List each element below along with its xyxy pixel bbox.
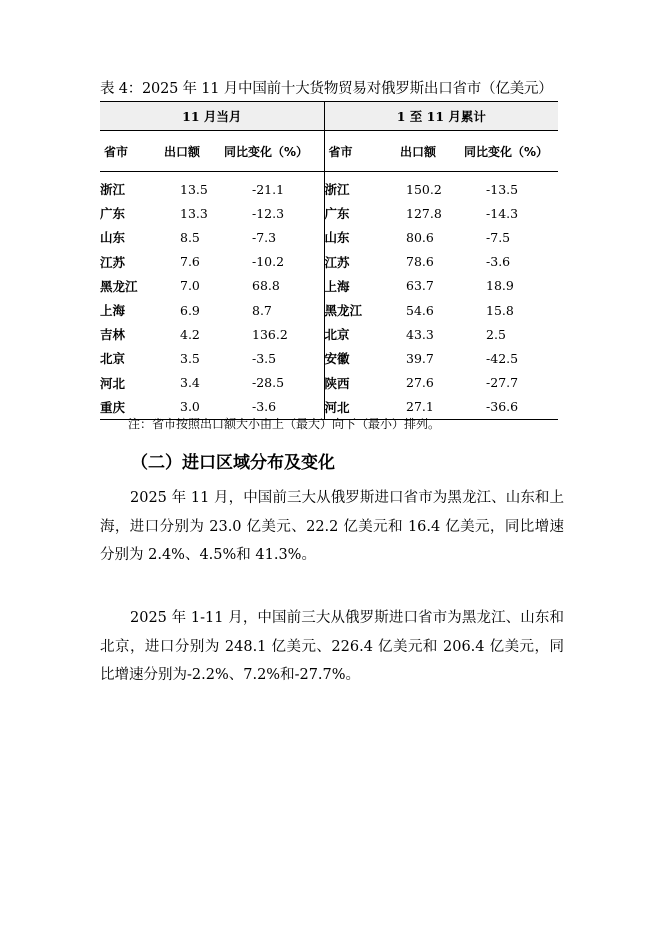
table-row [100,201,558,225]
cell-yoy: -27.7 [486,375,519,391]
cell-export: 6.9 [180,302,200,318]
cell-export: 7.0 [180,278,200,294]
export-table [100,101,558,420]
cell-province: 浙江 [324,182,350,198]
header-province: 省市 [100,131,164,172]
header-export: 出口额 [164,131,224,172]
group-header-monthly: 11 月当月 [100,102,324,131]
cell-yoy: -7.3 [224,225,324,249]
cell-province: 河北 [100,375,126,391]
header-yoy: 同比变化（%） [458,131,558,172]
cell-province: 黑龙江 [100,278,138,294]
cell-export: 8.5 [180,229,200,245]
column-header-row [100,131,558,172]
cell-province: 河北 [324,395,390,420]
cell-province: 浙江 [100,182,126,198]
cell-yoy: -7.5 [486,229,511,245]
paragraph: 2025 年 11 月，中国前三大从俄罗斯进口省市为黑龙江、山东和上海，进口分别为 23.0 亿美元、22.2 亿美元和 16.4 亿美元，同比增速分别为 2.4%、4.5%和 41.3%。 [100,490,564,563]
table-row [100,346,558,370]
cell-yoy: 68.8 [224,274,324,298]
cell-province: 陕西 [324,375,350,391]
cell-yoy: 2.5 [486,326,506,342]
cell-yoy: 8.7 [224,298,324,322]
cell-export: 13.5 [180,181,208,197]
cell-province: 山东 [324,230,350,246]
cell-export: 63.7 [406,278,434,294]
cell-province: 重庆 [100,395,164,420]
cell-export: 3.4 [180,375,200,391]
cell-export: 78.6 [406,254,434,270]
table-note: 注：省市按照出口额大小由上（最大）向下（最小）排列。 [128,417,441,431]
table-row [100,250,558,274]
header-export: 出口额 [390,131,458,172]
cell-yoy: 18.9 [486,278,514,294]
cell-province: 江苏 [324,254,350,270]
cell-yoy: -10.2 [224,250,324,274]
table-body [100,172,558,420]
cell-export: 3.0 [164,395,224,420]
cell-province: 黑龙江 [324,303,363,319]
cell-province: 广东 [324,206,350,222]
cell-yoy: 136.2 [224,322,324,346]
cell-yoy: -3.6 [224,395,324,420]
group-header-cumulative: 1 至 11 月累计 [324,102,558,131]
cell-export: 7.6 [180,254,200,270]
cell-export: 39.7 [406,350,434,366]
table-row [100,371,558,395]
cell-province: 安徽 [324,351,350,367]
cell-province: 吉林 [100,327,126,343]
group-header-row [100,102,558,131]
cell-province: 上海 [324,278,350,294]
cell-province: 广东 [100,206,126,222]
cell-export: 13.3 [180,205,208,221]
cell-yoy: -36.6 [458,395,558,420]
cell-yoy: 15.8 [486,302,514,318]
table-row [100,172,558,202]
cell-province: 上海 [100,303,126,319]
cell-export: 127.8 [406,205,442,221]
cell-export: 3.5 [180,350,200,366]
cell-yoy: -28.5 [224,371,324,395]
cell-province: 山东 [100,230,126,246]
cell-province: 北京 [100,351,126,367]
cell-export: 27.1 [390,395,458,420]
cell-export: 27.6 [406,375,434,391]
cell-export: 43.3 [406,326,434,342]
cell-yoy: -42.5 [486,350,519,366]
cell-export: 4.2 [180,326,200,342]
cell-yoy: -12.3 [224,201,324,225]
paragraph: 2025 年 1-11 月，中国前三大从俄罗斯进口省市为黑龙江、山东和北京，进口分别为 248.1 亿美元、226.4 亿美元和 206.4 亿美元，同比增速分别为-2.2%、7.2%和-27.7%。 [100,610,564,683]
cell-yoy: -3.5 [224,346,324,370]
cell-yoy: -13.5 [486,181,519,197]
cell-yoy: -14.3 [486,205,519,221]
table-row [100,298,558,322]
cell-export: 150.2 [406,181,442,197]
cell-province: 江苏 [100,254,126,270]
cell-province: 北京 [324,327,350,343]
cell-yoy: -21.1 [224,172,324,202]
table-row [100,322,558,346]
table-row [100,274,558,298]
cell-export: 54.6 [406,302,434,318]
header-province: 省市 [324,131,390,172]
table-caption: 表 4：2025 年 11 月中国前十大货物贸易对俄罗斯出口省市（亿美元） [100,81,553,97]
cell-yoy: -3.6 [486,254,511,270]
section-title: （二）进口区域分布及变化 [131,453,335,473]
header-yoy: 同比变化（%） [224,131,324,172]
cell-export: 80.6 [406,229,434,245]
table-row [100,225,558,249]
